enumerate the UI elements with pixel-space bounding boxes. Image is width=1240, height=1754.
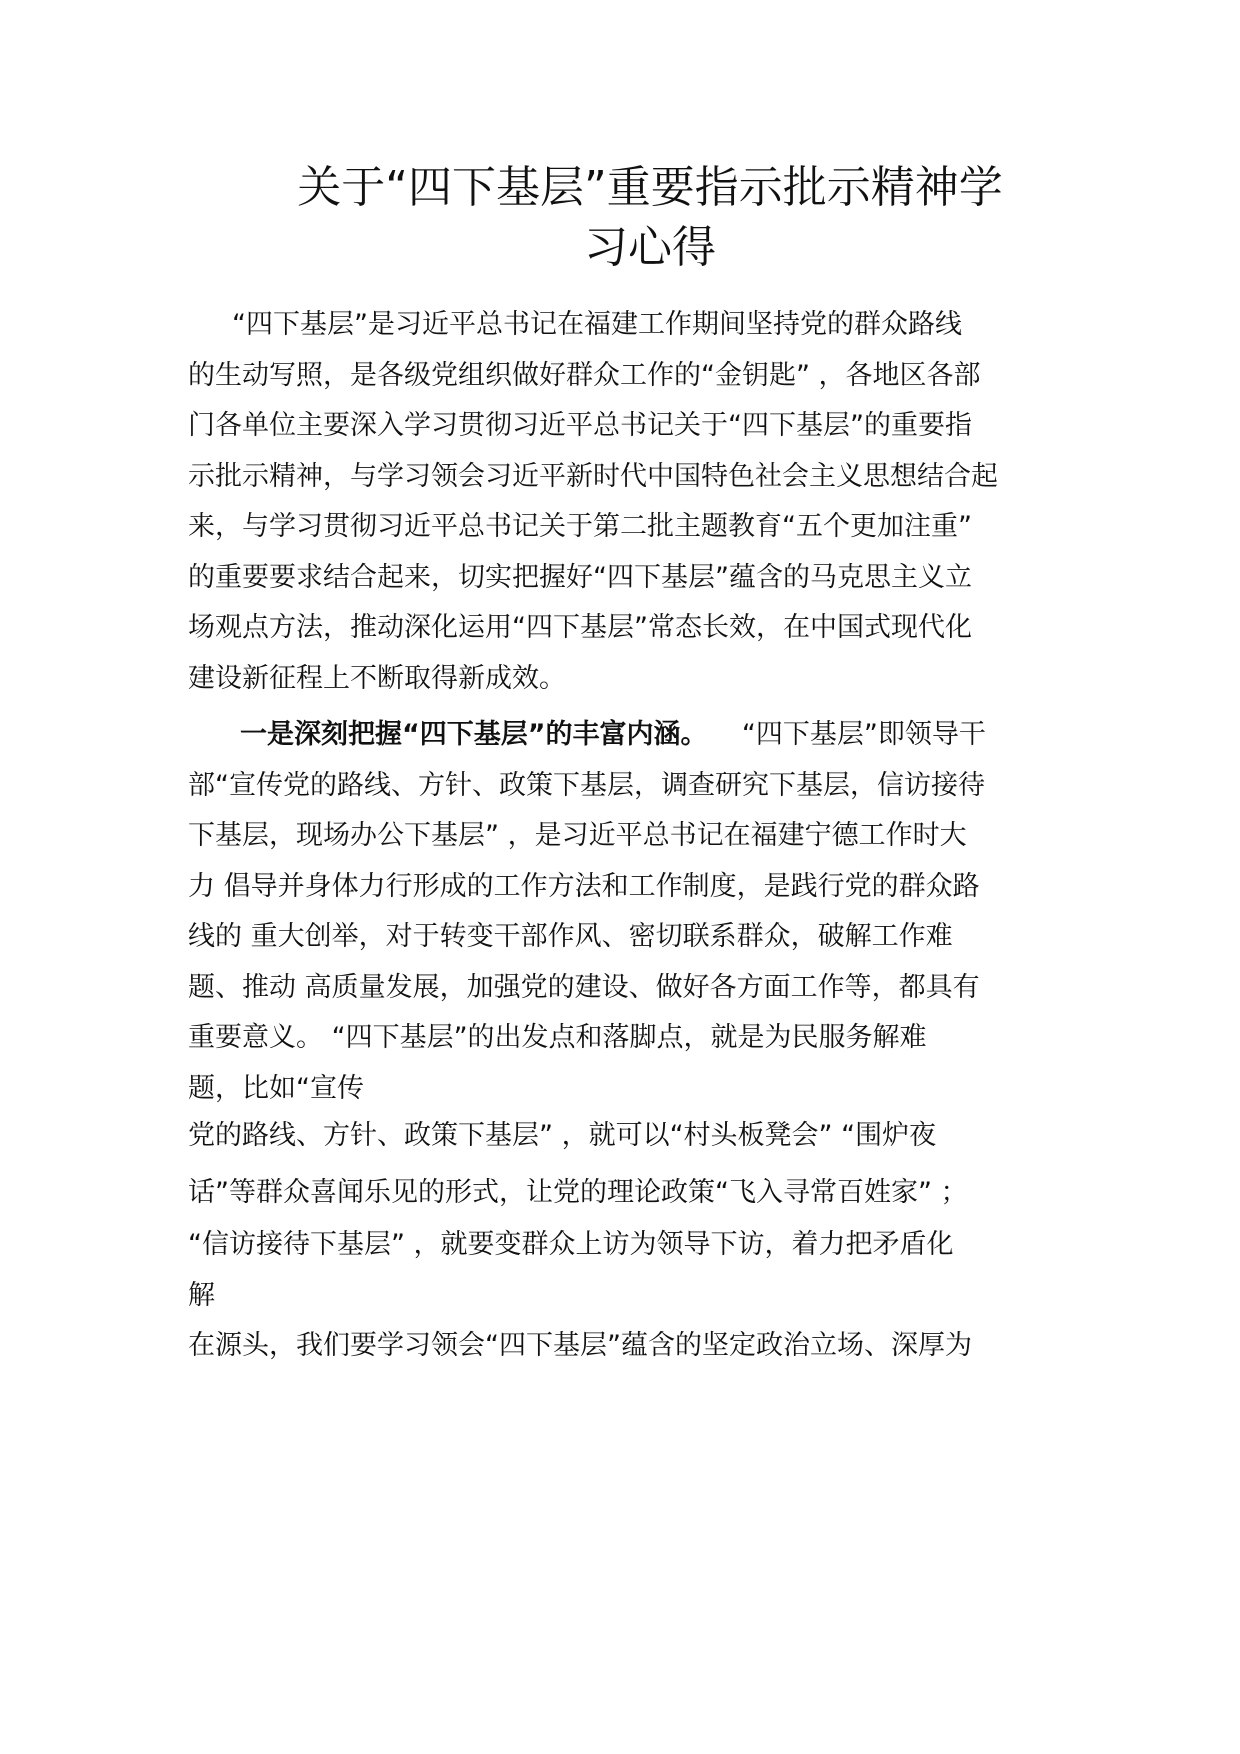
paragraph-line: 部“宣传党的路线、方针、政策下基层，调查研究下基层，信访接待 [188, 770, 985, 801]
paragraph-line: 力 倡导并身体力行形成的工作方法和工作制度，是践行党的群众路 [188, 871, 980, 902]
paragraph-line: 场观点方法，推动深化运用“四下基层”常态长效，在中国式现代化 [188, 612, 972, 643]
document-title-line-1: 关于“四下基层”重要指示批示精神学 [297, 162, 1003, 213]
paragraph-line: “四下基层”是习近平总书记在福建工作期间坚持党的群众路线 [232, 309, 962, 340]
section-heading: 一是深刻把握“四下基层”的丰富内涵。 [240, 719, 708, 750]
paragraph-line: 的重要要求结合起来，切实把握好“四下基层”蕴含的马克思主义立 [188, 562, 972, 593]
paragraph-line: 示批示精神，与学习领会习近平新时代中国特色社会主义思想结合起 [188, 461, 998, 492]
paragraph-line: 建设新征程上不断取得新成效。 [188, 663, 566, 694]
document-title-line-2: 习心得 [584, 222, 716, 273]
paragraph-line: 重要意义。 “四下基层”的出发点和落脚点，就是为民服务解难 [188, 1022, 927, 1053]
paragraph-line: 题，比如“宣传 [188, 1073, 364, 1104]
paragraph-line: “信访接待下基层” ，就要变群众上访为领导下访，着力把矛盾化 [188, 1229, 954, 1260]
paragraph-line: 线的 重大创举，对于转变干部作风、密切联系群众，破解工作难 [188, 921, 953, 952]
paragraph-line: 下基层，现场办公下基层” ，是习近平总书记在福建宁德工作时大 [188, 820, 967, 851]
paragraph-text: “四下基层”即领导干 [741, 719, 986, 750]
paragraph-first-line [240, 715, 986, 755]
paragraph-line: 的生动写照，是各级党组织做好群众工作的“金钥匙” ，各地区各部 [188, 360, 981, 391]
paragraph-line: 题、推动 高质量发展，加强党的建设、做好各方面工作等，都具有 [188, 972, 980, 1003]
section-heading-spacer [708, 719, 742, 750]
paragraph-line: 党的路线、方针、政策下基层” ，就可以“村头板凳会” “围炉夜 [188, 1120, 937, 1151]
paragraph-line: 在源头，我们要学习领会“四下基层”蕴含的坚定政治立场、深厚为 [188, 1330, 972, 1361]
paragraph-line: 门各单位主要深入学习贯彻习近平总书记关于“四下基层”的重要指 [188, 410, 972, 441]
paragraph-line: 话”等群众喜闻乐见的形式，让党的理论政策“飞入寻常百姓家” ； [188, 1177, 968, 1208]
paragraph-line: 来，与学习贯彻习近平总书记关于第二批主题教育“五个更加注重” [188, 511, 972, 542]
paragraph-line: 解 [188, 1280, 215, 1311]
